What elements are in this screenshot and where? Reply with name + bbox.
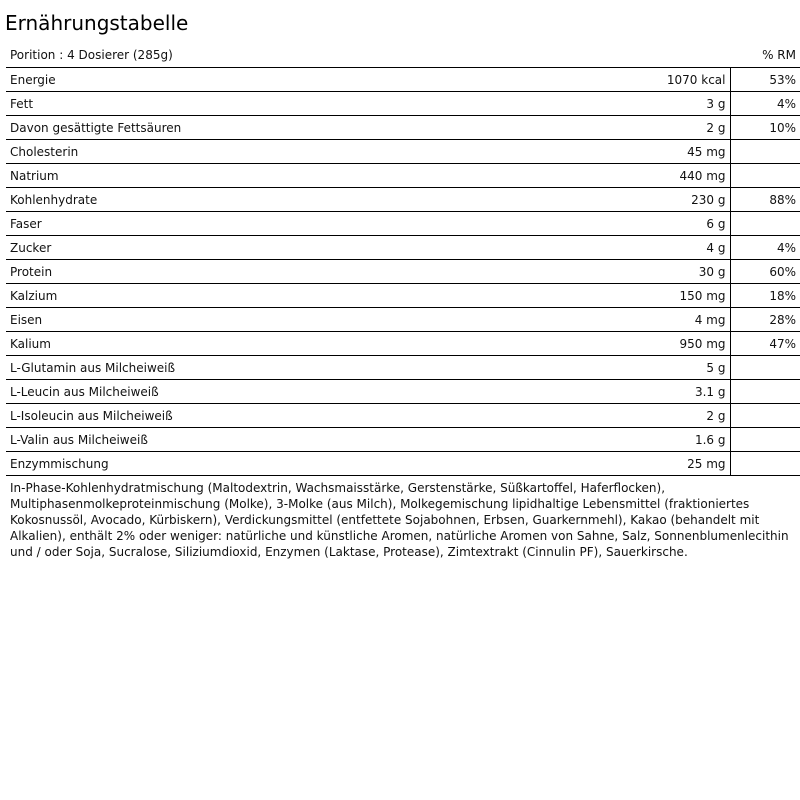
nutrient-amount: 950 mg <box>679 336 726 351</box>
nutrient-amount: 1070 kcal <box>666 72 726 87</box>
nutrient-amount: 2 g <box>706 120 726 135</box>
nutrient-amount: 4 mg <box>694 312 726 327</box>
nutrient-amount: 6 g <box>706 216 726 231</box>
nutrient-row <box>6 452 800 476</box>
nutrient-pct-rm <box>730 404 800 428</box>
nutrient-row <box>6 356 800 380</box>
nutrient-pct-rm: 53% <box>730 68 800 92</box>
nutrient-amount: 45 mg <box>687 144 726 159</box>
nutrition-table-body <box>6 43 800 476</box>
nutrient-name: Fett <box>10 96 34 111</box>
nutrient-name: Zucker <box>10 240 52 255</box>
nutrient-name: Protein <box>10 264 53 279</box>
nutrient-amount: 2 g <box>706 408 726 423</box>
nutrient-name: Davon gesättigte Fettsäuren <box>10 120 182 135</box>
nutrition-table <box>6 43 800 476</box>
nutrient-row <box>6 212 800 236</box>
nutrient-row <box>6 380 800 404</box>
nutrient-pct-rm <box>730 356 800 380</box>
nutrient-name: Energie <box>10 72 56 87</box>
nutrient-row <box>6 404 800 428</box>
nutrient-amount: 4 g <box>706 240 726 255</box>
nutrient-pct-rm: 10% <box>730 116 800 140</box>
nutrient-pct-rm: 60% <box>730 260 800 284</box>
serving-header-row <box>6 43 800 68</box>
nutrient-row <box>6 164 800 188</box>
serving-size-label: Porition : 4 Dosierer (285g) <box>10 48 173 62</box>
nutrient-name: Faser <box>10 216 42 231</box>
nutrient-amount: 25 mg <box>687 456 726 471</box>
nutrient-row <box>6 284 800 308</box>
nutrient-row <box>6 428 800 452</box>
nutrient-name: L-Glutamin aus Milcheiweiß <box>10 360 176 375</box>
ingredients-text: In-Phase-Kohlenhydratmischung (Maltodextrin, Wachsmaisstärke, Gerstenstärke, Süßkartoffel, Haferflocken), Multiphasenmolkeproteinmischung (Molke), 3-Molke (aus Milch), Molkegemischung lipidhaltige Lebensmittel (fraktioniertes Kokosnussöl, Avocado, Kürbiskern), Verdickungsmittel (entfettete Sojabohnen, Erbsen, Guarkernmehl), Kakao (behandelt mit Alkalien), enthält 2% oder weniger: natürliche und künstliche Aromen, natürliche Aromen von Sahne, Salz, Sonnenblumenlecithin und / oder Soja, Sucralose, Siliziumdioxid, Enzymen (Laktase, Protease), Zimtextrakt (Cinnulin PF), Sauerkirsche. <box>10 481 789 559</box>
nutrient-name: Kalium <box>10 336 51 351</box>
nutrient-name: Kalzium <box>10 288 58 303</box>
serving-amount-header <box>574 43 730 68</box>
nutrient-name: L-Valin aus Milcheiweiß <box>10 432 148 447</box>
nutrient-amount: 150 mg <box>679 288 726 303</box>
nutrient-amount: 30 g <box>698 264 726 279</box>
nutrient-row <box>6 236 800 260</box>
nutrient-row <box>6 308 800 332</box>
nutrient-name: Enzymmischung <box>10 456 109 471</box>
nutrient-amount: 1.6 g <box>694 432 726 447</box>
nutrient-pct-rm <box>730 428 800 452</box>
nutrient-name: Kohlenhydrate <box>10 192 98 207</box>
nutrient-row <box>6 116 800 140</box>
nutrient-pct-rm <box>730 164 800 188</box>
nutrient-pct-rm <box>730 380 800 404</box>
nutrient-pct-rm: 18% <box>730 284 800 308</box>
nutrient-name: Eisen <box>10 312 43 327</box>
page-title: Ernährungstabelle <box>5 11 189 35</box>
nutrient-amount: 3 g <box>706 96 726 111</box>
nutrient-pct-rm <box>730 140 800 164</box>
nutrient-amount: 3.1 g <box>694 384 726 399</box>
nutrient-pct-rm: 4% <box>730 92 800 116</box>
nutrient-pct-rm: 28% <box>730 308 800 332</box>
nutrient-amount: 5 g <box>706 360 726 375</box>
nutrient-row <box>6 140 800 164</box>
nutrient-pct-rm <box>730 452 800 476</box>
nutrient-row <box>6 68 800 92</box>
nutrient-row <box>6 332 800 356</box>
nutrient-name: Natrium <box>10 168 59 183</box>
nutrient-pct-rm: 88% <box>730 188 800 212</box>
nutrient-pct-rm <box>730 212 800 236</box>
pct-rm-header: % RM <box>762 48 796 62</box>
nutrient-name: Cholesterin <box>10 144 79 159</box>
nutrient-row <box>6 92 800 116</box>
nutrient-pct-rm: 4% <box>730 236 800 260</box>
nutrient-amount: 230 g <box>691 192 726 207</box>
nutrient-pct-rm: 47% <box>730 332 800 356</box>
nutrient-row <box>6 188 800 212</box>
nutrient-name: L-Leucin aus Milcheiweiß <box>10 384 159 399</box>
nutrient-amount: 440 mg <box>679 168 726 183</box>
nutrient-row <box>6 260 800 284</box>
nutrient-name: L-Isoleucin aus Milcheiweiß <box>10 408 173 423</box>
